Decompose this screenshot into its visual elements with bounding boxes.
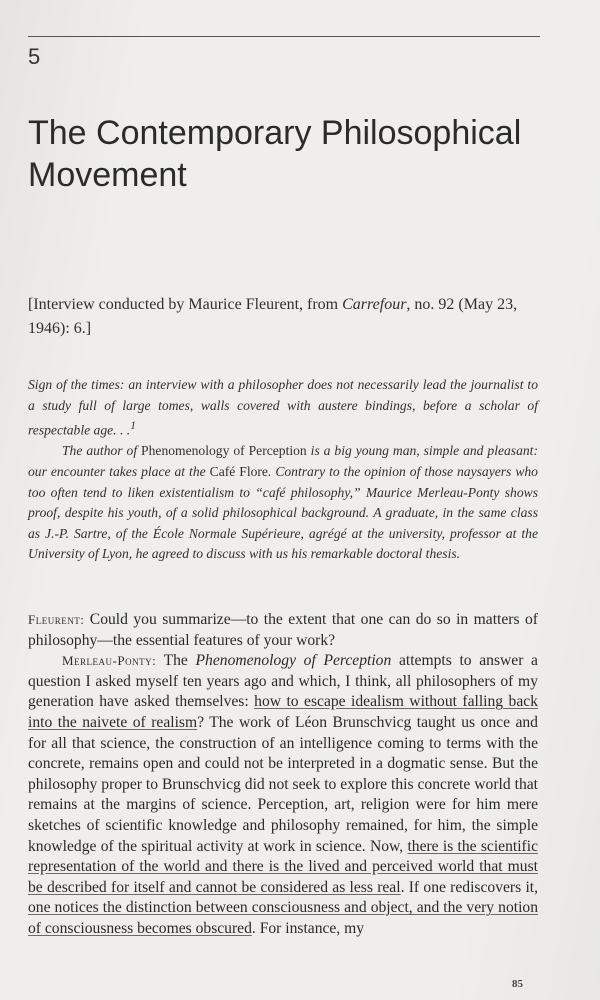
answer-text-1: The: [156, 652, 196, 670]
intro-p2-a: The author of: [62, 443, 142, 459]
intro-p1-text: Sign of the times: an interview with a philosopher does not necessarily lead the journalist to a study full of large tomes, walls covered with austere bindings, before a scholar of respectable age. . .: [28, 377, 538, 438]
intro-cafe-name: Café Flore: [209, 463, 268, 479]
intro-text: [28, 375, 538, 565]
answer-paragraph: [28, 651, 538, 939]
source-prefix: [Interview conducted by Maurice Fleurent, from: [28, 296, 343, 313]
answer-text-3: ? The work of Léon Brunschvicg taught us once and for all that science, the construction of an intelligence coming to terms with the concrete, remains open and could not be interpreted in a dogmatic sense. But the philosophy proper to Brunschvicg did not seek to explore this concrete world that remains at the margins of science. Perception, art, religion were for him mere sketches of scientific knowledge and philosophy remained, for him, the simple knowledge of the spiritual activity at work in science. Now,: [28, 713, 538, 855]
page-number: 85: [512, 978, 523, 990]
underlined-passage-2: there is the scientific representation of the world and there is the lived and perceived world that must be described for itself and cannot be considered as less real: [28, 837, 539, 896]
interview-body: [28, 610, 538, 940]
underlined-passage-3: one notices the distinction between consciousness and object, and the very notion of consciousness becomes obscured: [28, 899, 538, 937]
answer-book-title: Phenomenology of Perception: [195, 652, 392, 670]
answer-speaker: Merleau-Ponty:: [62, 653, 157, 669]
intro-p2-b: is a big young man, simple and pleasant: our encounter takes place at the: [28, 443, 538, 479]
question-text: Could you summarize—to the extent that one can do so in matters of philosophy—the essential features of your work?: [28, 611, 538, 649]
intro-p2-c: . Contrary to the opinion of those naysayers who too often tend to liken existentialism to “café philosophy,” Maurice Merleau-Ponty shows proof, despite his youth, of a solid philosophical background. A graduate, in the same class as J.-P. Sartre, of the École Normale Supérieure, agrégé at the university, professor at the University of Lyon, he agreed to discuss with us his remarkable doctoral thesis.: [28, 463, 538, 562]
answer-text-4: . If one rediscovers it,: [400, 878, 539, 896]
intro-paragraph-1: [28, 375, 538, 441]
question-paragraph: [28, 610, 538, 651]
answer-text-2: attempts to answer a question I asked myself ten years ago and which, I think, all philosophers of my generation have asked themselves:: [28, 652, 538, 711]
answer-text-5: . For instance, my: [251, 919, 365, 937]
source-journal: Carrefour: [342, 296, 407, 313]
footnote-marker: 1: [130, 420, 136, 433]
intro-paragraph-2: [28, 441, 538, 565]
source-note: [28, 293, 540, 341]
question-speaker: Fleurent:: [28, 612, 85, 627]
chapter-title: The Contemporary Philosophical Movement: [28, 114, 522, 194]
source-suffix: , no. 92 (May 23, 1946): 6.]: [28, 296, 518, 337]
chapter-number: 5: [28, 44, 41, 69]
intro-book-title: Phenomenology of Perception: [141, 443, 307, 459]
underlined-passage-1: how to escape idealism without falling back into the naivete of realism: [28, 693, 538, 731]
header-rule: [28, 36, 540, 37]
